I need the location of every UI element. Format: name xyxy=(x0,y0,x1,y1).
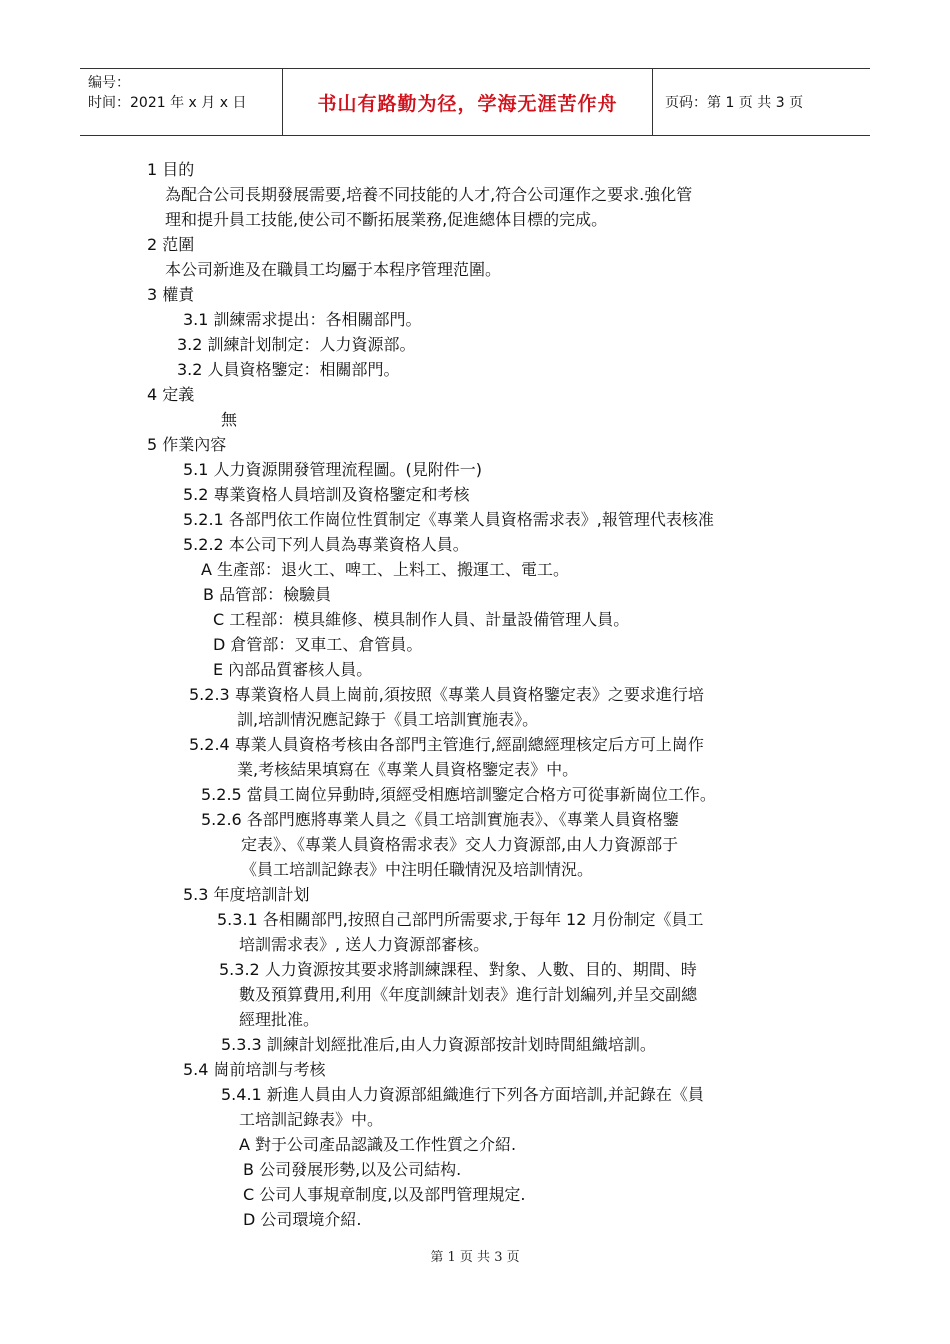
section-5-heading: 5 作業內容 xyxy=(147,435,227,454)
list-item: D 倉管部：叉車工、倉管員。 xyxy=(213,635,423,654)
section-1-heading: 1 目的 xyxy=(147,160,195,179)
list-item: A 對于公司產品認識及工作性質之介紹. xyxy=(239,1135,517,1154)
section-5-subitem-cont: 數及預算費用,利用《年度訓練計划表》進行計划編列,并呈交副總 xyxy=(239,985,698,1004)
page-header xyxy=(80,68,870,136)
section-5-item: 5.2 專業資格人員培訓及資格鑒定和考核 xyxy=(183,485,470,504)
page-footer: 第 1 页 共 3 页 xyxy=(430,1250,520,1265)
section-5-item: 5.2.5 當員工崗位异動時,須經受相應培訓鑒定合格方可從事新崗位工作。 xyxy=(201,785,716,804)
section-5-item: 5.2.1 各部門依工作崗位性質制定《專業人員資格需求表》,報管理代表核准 xyxy=(183,510,714,529)
section-3-heading: 3 權責 xyxy=(147,285,195,304)
section-5-item: 5.2.2 本公司下列人員為專業資格人員。 xyxy=(183,535,469,554)
section-5-subitem: 5.3.2 人力資源按其要求將訓練課程、對象、人數、目的、期間、時 xyxy=(219,960,697,979)
section-5-item: 5.2.3 專業資格人員上崗前,須按照《專業人員資格鑒定表》之要求進行培 xyxy=(189,685,704,704)
section-5-subitem-cont: 培訓需求表》, 送人力資源部審核。 xyxy=(239,935,490,954)
section-5-subitem-cont: 經理批准。 xyxy=(239,1010,320,1029)
section-1-text: 為配合公司長期發展需要,培養不同技能的人才,符合公司運作之要求.強化管 xyxy=(165,185,693,204)
header-meta xyxy=(80,69,283,135)
list-item: E 內部品質審核人員。 xyxy=(213,660,373,679)
section-5-subitem: 5.3.3 訓練計划經批准后,由人力資源部按計划時間組織培訓。 xyxy=(221,1035,656,1054)
list-item: C 公司人事規章制度,以及部門管理規定. xyxy=(243,1185,526,1204)
header-page-info: 页码：第 1 页 共 3 页 xyxy=(665,95,804,111)
document-date: 时间：2021 年 x 月 x 日 xyxy=(88,95,247,111)
section-5-item: 5.4 崗前培訓与考核 xyxy=(183,1060,326,1079)
section-3-item: 3.2 人員資格鑒定：相關部門。 xyxy=(177,360,400,379)
document-number-label: 编号： xyxy=(88,75,130,91)
section-5-item-cont: 定表》、《專業人員資格需求表》交人力資源部,由人力資源部于 xyxy=(241,835,679,854)
list-item: A 生產部：退火工、啤工、上料工、搬運工、電工。 xyxy=(201,560,570,579)
section-1-text: 理和提升員工技能,使公司不斷拓展業務,促進總体目標的完成。 xyxy=(165,210,608,229)
section-3-item: 3.1 訓練需求提出：各相關部門。 xyxy=(183,310,422,329)
section-5-item: 5.3 年度培訓計划 xyxy=(183,885,310,904)
section-5-item: 5.1 人力資源開發管理流程圖。(見附件一) xyxy=(183,460,483,479)
section-4-heading: 4 定義 xyxy=(147,385,195,404)
section-5-subitem: 5.3.1 各相關部門,按照自己部門所需要求,于每年 12 月份制定《員工 xyxy=(217,910,704,929)
list-item: B 品管部：檢驗員 xyxy=(203,585,332,604)
list-item: C 工程部：模具維修、模具制作人員、計量設備管理人員。 xyxy=(213,610,630,629)
section-5-item-cont: 業,考核結果填寫在《專業人員資格鑒定表》中。 xyxy=(237,760,579,779)
section-5-item: 5.2.4 專業人員資格考核由各部門主管進行,經副總經理核定后方可上崗作 xyxy=(189,735,704,754)
list-item: B 公司發展形勢,以及公司結构. xyxy=(243,1160,462,1179)
section-5-subitem: 5.4.1 新進人員由人力資源部組織進行下列各方面培訓,并記錄在《員 xyxy=(221,1085,704,1104)
list-item: D 公司環境介紹. xyxy=(243,1210,362,1229)
section-5-item: 5.2.6 各部門應將專業人員之《員工培訓實施表》、《專業人員資格鑒 xyxy=(201,810,679,829)
section-5-item-cont: 訓,培訓情況應記錄于《員工培訓實施表》。 xyxy=(237,710,539,729)
section-2-heading: 2 范圍 xyxy=(147,235,195,254)
section-5-subitem-cont: 工培訓記錄表》中。 xyxy=(239,1110,384,1129)
section-3-item: 3.2 訓練計划制定：人力資源部。 xyxy=(177,335,416,354)
header-motto: 书山有路勤为径，学海无涯苦作舟 xyxy=(283,69,653,135)
section-2-text: 本公司新進及在職員工均屬于本程序管理范圍。 xyxy=(165,260,502,279)
section-4-text: 無 xyxy=(221,410,238,429)
section-5-item-cont: 《員工培訓記錄表》中注明任職情況及培訓情況。 xyxy=(241,860,594,879)
